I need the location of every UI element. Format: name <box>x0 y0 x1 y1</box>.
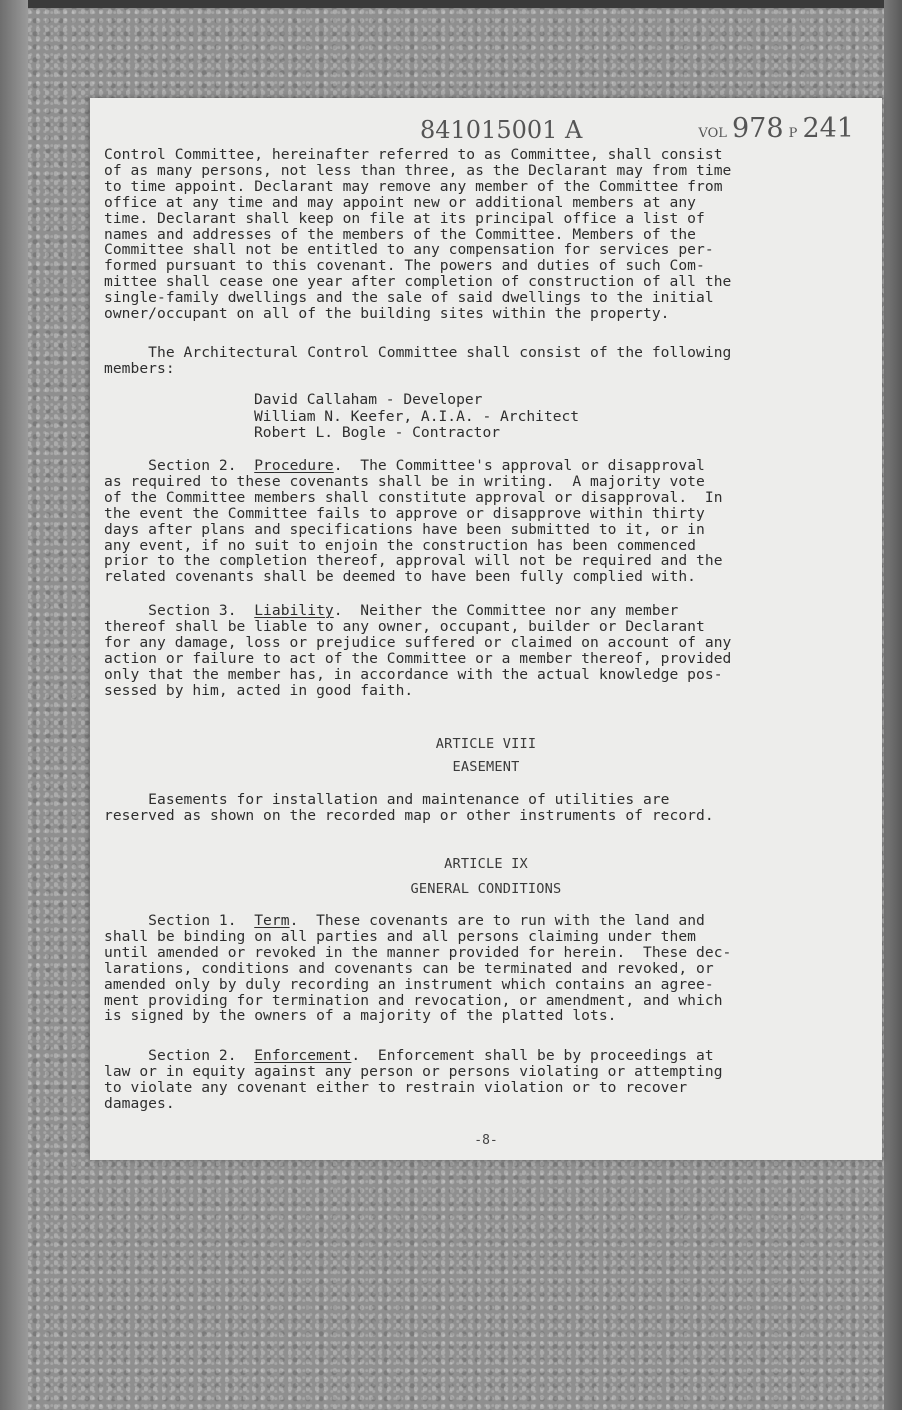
section-title: Enforcement <box>254 1047 352 1064</box>
member-item: William N. Keefer, A.I.A. - Architect <box>254 407 580 425</box>
section-2-enforcement <box>104 1048 862 1112</box>
page-footer-number: -8- <box>474 1133 498 1148</box>
general-conditions-heading: GENERAL CONDITIONS <box>410 881 562 897</box>
section-title: Term <box>254 912 290 929</box>
document-number: 841015001 A <box>420 116 583 144</box>
document-page <box>90 98 882 1160</box>
section-2-procedure <box>104 458 862 585</box>
easement-paragraph: Easements for installation and maintenance of utilities are reserved as shown on the recorded map or other instruments of record. <box>104 791 714 824</box>
section-title: Liability <box>254 602 334 619</box>
member-item: Robert L. Bogle - Contractor <box>254 424 501 442</box>
article-ix-heading: ARTICLE IX <box>444 856 528 872</box>
volume-page-reference <box>698 113 854 144</box>
easement-heading: EASEMENT <box>452 759 520 775</box>
vol-number: 978 <box>731 113 784 144</box>
section-body: . Enforcement shall be by proceedings at law or in equity against any person or persons violating or attempting to violate any covenant either to restrain violation or to recover damages. <box>104 1047 723 1112</box>
section-lead: Section 2. <box>104 1047 255 1064</box>
section-3-liability <box>104 603 862 698</box>
page-number-ref: 241 <box>802 113 854 144</box>
section-lead: Section 1. <box>104 912 255 929</box>
section-lead: Section 2. <box>104 457 255 474</box>
section-body: . These covenants are to run with the land and shall be binding on all parties and all persons claiming under them until amended or revoked in the manner provided for herein. These dec- larations, conditions and covenants can be terminated and revoked, or amended only by duly recording an instrument which contains an agree- ment providing for termination and revocation, or amendment, and which is signed by the owners of a majority of the platted lots. <box>104 912 732 1025</box>
section-lead: Section 3. <box>104 602 255 619</box>
section-1-term <box>104 913 862 1024</box>
scan-edge-top <box>0 0 902 8</box>
committee-paragraph: Control Committee, hereinafter referred to as Committee, shall consist of as many persons, not less than three, as the Declarant may from time to time appoint. Declarant may remove any member of the Committee from office at any time and may appoint new or additional members at any time. Declarant shall keep on file at its principal office a list of names and addresses of the members of the Committee. Members of the Committee shall not be entitled to any compensation for services per- formed pursuant to this covenant. The powers and duties of such Com- mittee shall cease one year after completion of construction of all the single-family dwellings and the sale of said dwellings to the initial owner/occupant on all of the building sites within the property. <box>104 146 732 323</box>
scan-edge-left <box>0 0 28 1410</box>
scan-edge-right <box>884 0 902 1410</box>
section-title: Procedure <box>254 457 334 474</box>
page-label: P <box>788 126 798 141</box>
member-item: David Callaham - Developer <box>254 391 483 408</box>
committee-members-list <box>254 392 579 442</box>
committee-members-intro: The Architectural Control Committee shall consist of the following members: <box>104 344 732 377</box>
recording-header <box>420 110 854 144</box>
section-body: . Neither the Committee nor any member thereof shall be liable to any owner, occupant, builder or Declarant for any damage, loss or prejudice suffered or claimed on account of any action or failure to act of the Committee or a member thereof, provided only that the member has, in accordance with the actual knowledge pos- sessed by him, acted in good faith. <box>104 602 732 699</box>
section-body: . The Committee's approval or disapproval as required to these covenants shall be in writing. A majority vote of the Committee members shall constitute approval or disapproval. In the event the Committee fails to approve or disapprove within thirty days after plans and specifications have been submitted to it, or in any event, if no suit to enjoin the construction has been commenced prior to the completion thereof, approval will not be required and the related covenants shall be deemed to have been fully complied with. <box>104 457 723 586</box>
article-viii-heading: ARTICLE VIII <box>435 736 537 752</box>
vol-label: VOL <box>698 126 727 141</box>
